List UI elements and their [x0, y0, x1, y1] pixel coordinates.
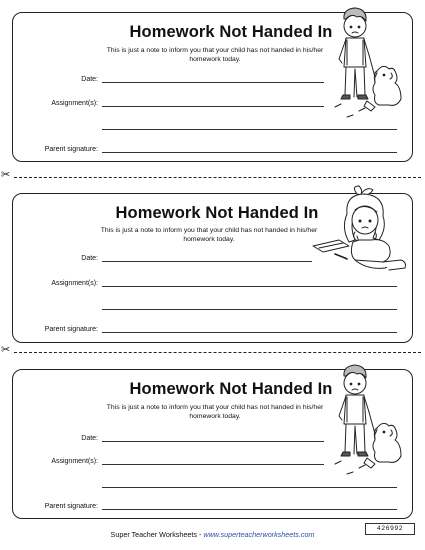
- footer: [0, 530, 425, 539]
- cut-line-1: [0, 169, 425, 182]
- signature-line[interactable]: [102, 332, 397, 333]
- assignment-line-2[interactable]: [102, 129, 397, 130]
- assignment-label: Assignment(s):: [51, 458, 98, 465]
- cut-line-2: [0, 344, 425, 357]
- signature-row: [13, 501, 412, 511]
- dashed-divider: [14, 177, 421, 178]
- date-label: Date:: [81, 255, 98, 262]
- assignment-line-1[interactable]: [102, 286, 397, 287]
- assignment-label: Assignment(s):: [51, 100, 98, 107]
- note-intro: This is just a note to inform you that your child has not handed in his/her homework today.: [106, 404, 324, 420]
- date-label: Date:: [81, 435, 98, 442]
- assignment-row-2: [13, 301, 412, 311]
- date-line[interactable]: [102, 261, 312, 262]
- scissors-icon: ✂: [1, 169, 11, 181]
- footer-separator: -: [196, 530, 204, 539]
- note-intro: This is just a note to inform you that your child has not handed in his/her homework today.: [106, 47, 324, 63]
- worksheet-code: 426992: [365, 523, 415, 535]
- assignment-label: Assignment(s):: [51, 280, 98, 287]
- note-title: Homework Not Handed In: [115, 204, 319, 222]
- footer-url-link[interactable]: www.superteacherworksheets.com: [203, 530, 315, 539]
- date-label: Date:: [81, 76, 98, 83]
- note-card-2: [12, 193, 413, 343]
- footer-brand: Super Teacher Worksheets: [110, 530, 197, 539]
- assignment-line-2[interactable]: [102, 487, 397, 488]
- scissors-icon: ✂: [1, 344, 11, 356]
- signature-label: Parent signature:: [44, 326, 98, 333]
- date-line[interactable]: [102, 82, 324, 83]
- note-intro: This is just a note to inform you that your child has not handed in his/her homework today.: [100, 227, 318, 243]
- assignment-line-2[interactable]: [102, 309, 397, 310]
- sad-girl-illustration: [309, 184, 413, 280]
- signature-label: Parent signature:: [44, 146, 98, 153]
- assignment-line-1[interactable]: [102, 464, 324, 465]
- note-title: Homework Not Handed In: [129, 23, 333, 41]
- signature-line[interactable]: [102, 152, 397, 153]
- note-card-1: [12, 12, 413, 162]
- assignment-line-1[interactable]: [102, 106, 324, 107]
- boy-with-dog-illustration: [331, 364, 411, 482]
- date-line[interactable]: [102, 441, 324, 442]
- signature-label: Parent signature:: [44, 503, 98, 510]
- signature-row: [13, 324, 412, 334]
- dashed-divider: [14, 352, 421, 353]
- note-title: Homework Not Handed In: [129, 380, 333, 398]
- signature-row: [13, 144, 412, 154]
- signature-line[interactable]: [102, 509, 397, 510]
- boy-with-dog-illustration: [331, 7, 411, 125]
- note-card-3: [12, 369, 413, 519]
